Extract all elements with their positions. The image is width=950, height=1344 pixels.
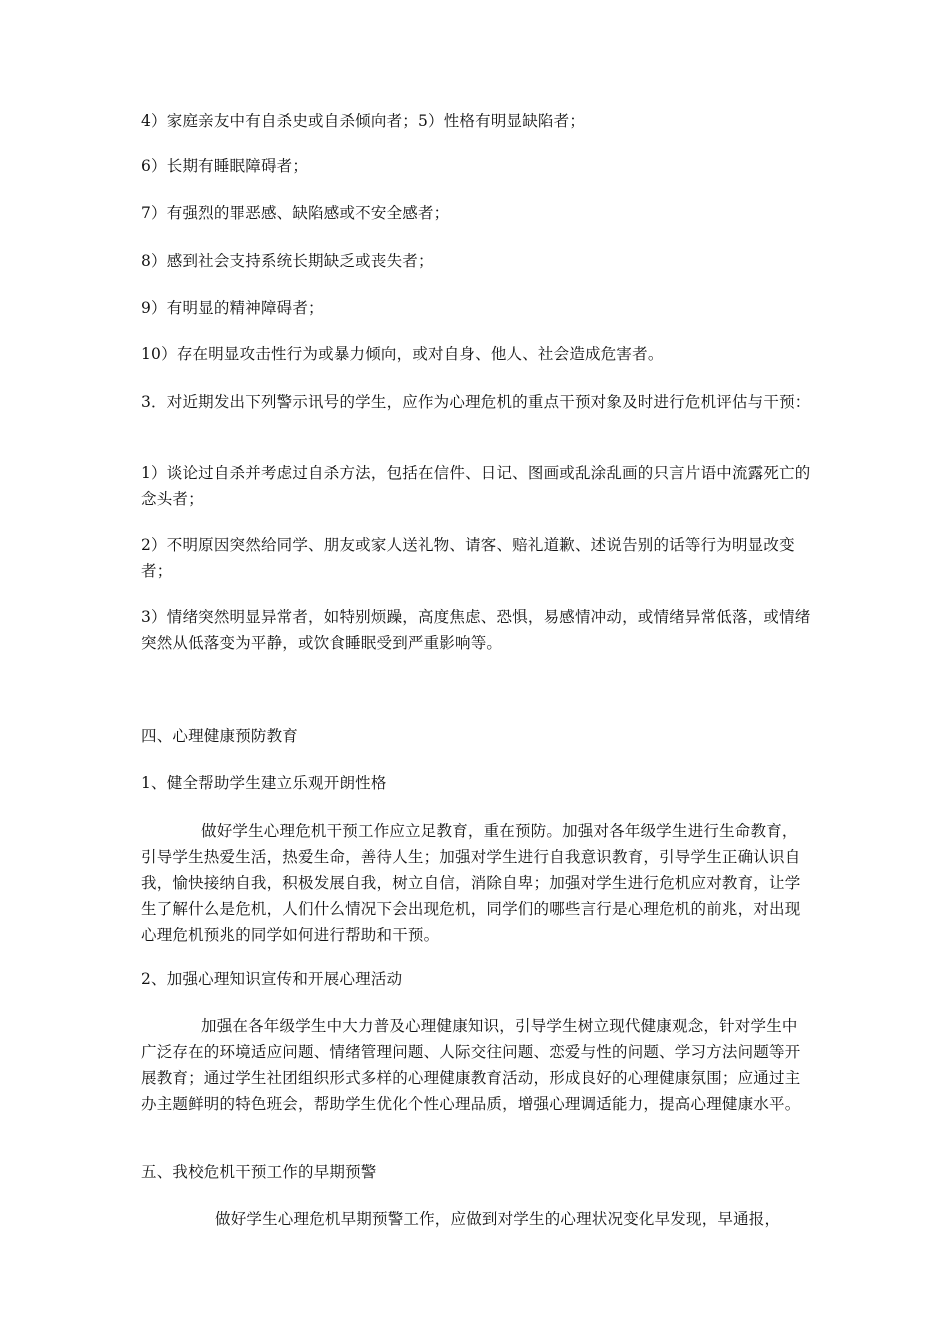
list-item-9: 9）有明显的精神障碍者； — [141, 299, 324, 317]
warning-item-2: 2）不明原因突然给同学、朋友或家人送礼物、请客、赔礼道歉、述说告别的话等行为明显改变者； — [141, 536, 795, 580]
list-item-7: 7）有强烈的罪恶感、缺陷感或不安全感者； — [141, 204, 450, 222]
subsection-heading-2: 2、加强心理知识宣传和开展心理活动 — [141, 970, 403, 988]
section-heading-5: 五、我校危机干预工作的早期预警 — [141, 1163, 377, 1181]
list-item-10: 10）存在明显攻击性行为或暴力倾向，或对自身、他人、社会造成危害者。 — [141, 345, 664, 363]
list-item-6: 6）长期有睡眠障碍者； — [141, 157, 309, 175]
warning-signal-intro: 3．对近期发出下列警示讯号的学生，应作为心理危机的重点干预对象及时进行危机评估与干预： — [141, 393, 811, 411]
paragraph-prevention: 做好学生心理危机干预工作应立足教育，重在预防。加强对各年级学生进行生命教育，引导学生热爱生活，热爱生命，善待人生；加强对学生进行自我意识教育，引导学生正确认识自我，愉快接纳自我，积极发展自我，树立自信，消除自卑；加强对学生进行危机应对教育，让学生了解什么是危机，人们什么情况下会出现危机，同学们的哪些言行是心理危机的前兆，对出现心理危机预兆的同学如何进行帮助和干预。 — [141, 822, 801, 944]
section-heading-4: 四、心理健康预防教育 — [141, 727, 299, 745]
warning-item-1: 1）谈论过自杀并考虑过自杀方法，包括在信件、日记、图画或乱涂乱画的只言片语中流露死亡的念头者； — [141, 464, 811, 508]
paragraph-early-warning: 做好学生心理危机早期预警工作，应做到对学生的心理状况变化早发现，早通报， — [215, 1210, 781, 1228]
warning-item-3: 3）情绪突然明显异常者，如特别烦躁，高度焦虑、恐惧，易感情冲动，或情绪异常低落，或情绪突然从低落变为平静，或饮食睡眠受到严重影响等。 — [141, 608, 811, 652]
list-item-8: 8）感到社会支持系统长期缺乏或丧失者； — [141, 252, 434, 270]
subsection-heading-1: 1、健全帮助学生建立乐观开朗性格 — [141, 774, 387, 792]
list-item-4-5: 4）家庭亲友中有自杀史或自杀倾向者；5）性格有明显缺陷者； — [141, 112, 586, 130]
paragraph-knowledge: 加强在各年级学生中大力普及心理健康知识，引导学生树立现代健康观念，针对学生中广泛存在的环境适应问题、情绪管理问题、人际交往问题、恋爱与性的问题、学习方法问题等开展教育；通过学生社团组织形式多样的心理健康教育活动，形成良好的心理健康氛围；应通过主办主题鲜明的特色班会，帮助学生优化个性心理品质，增强心理调适能力，提高心理健康水平。 — [141, 1017, 801, 1113]
